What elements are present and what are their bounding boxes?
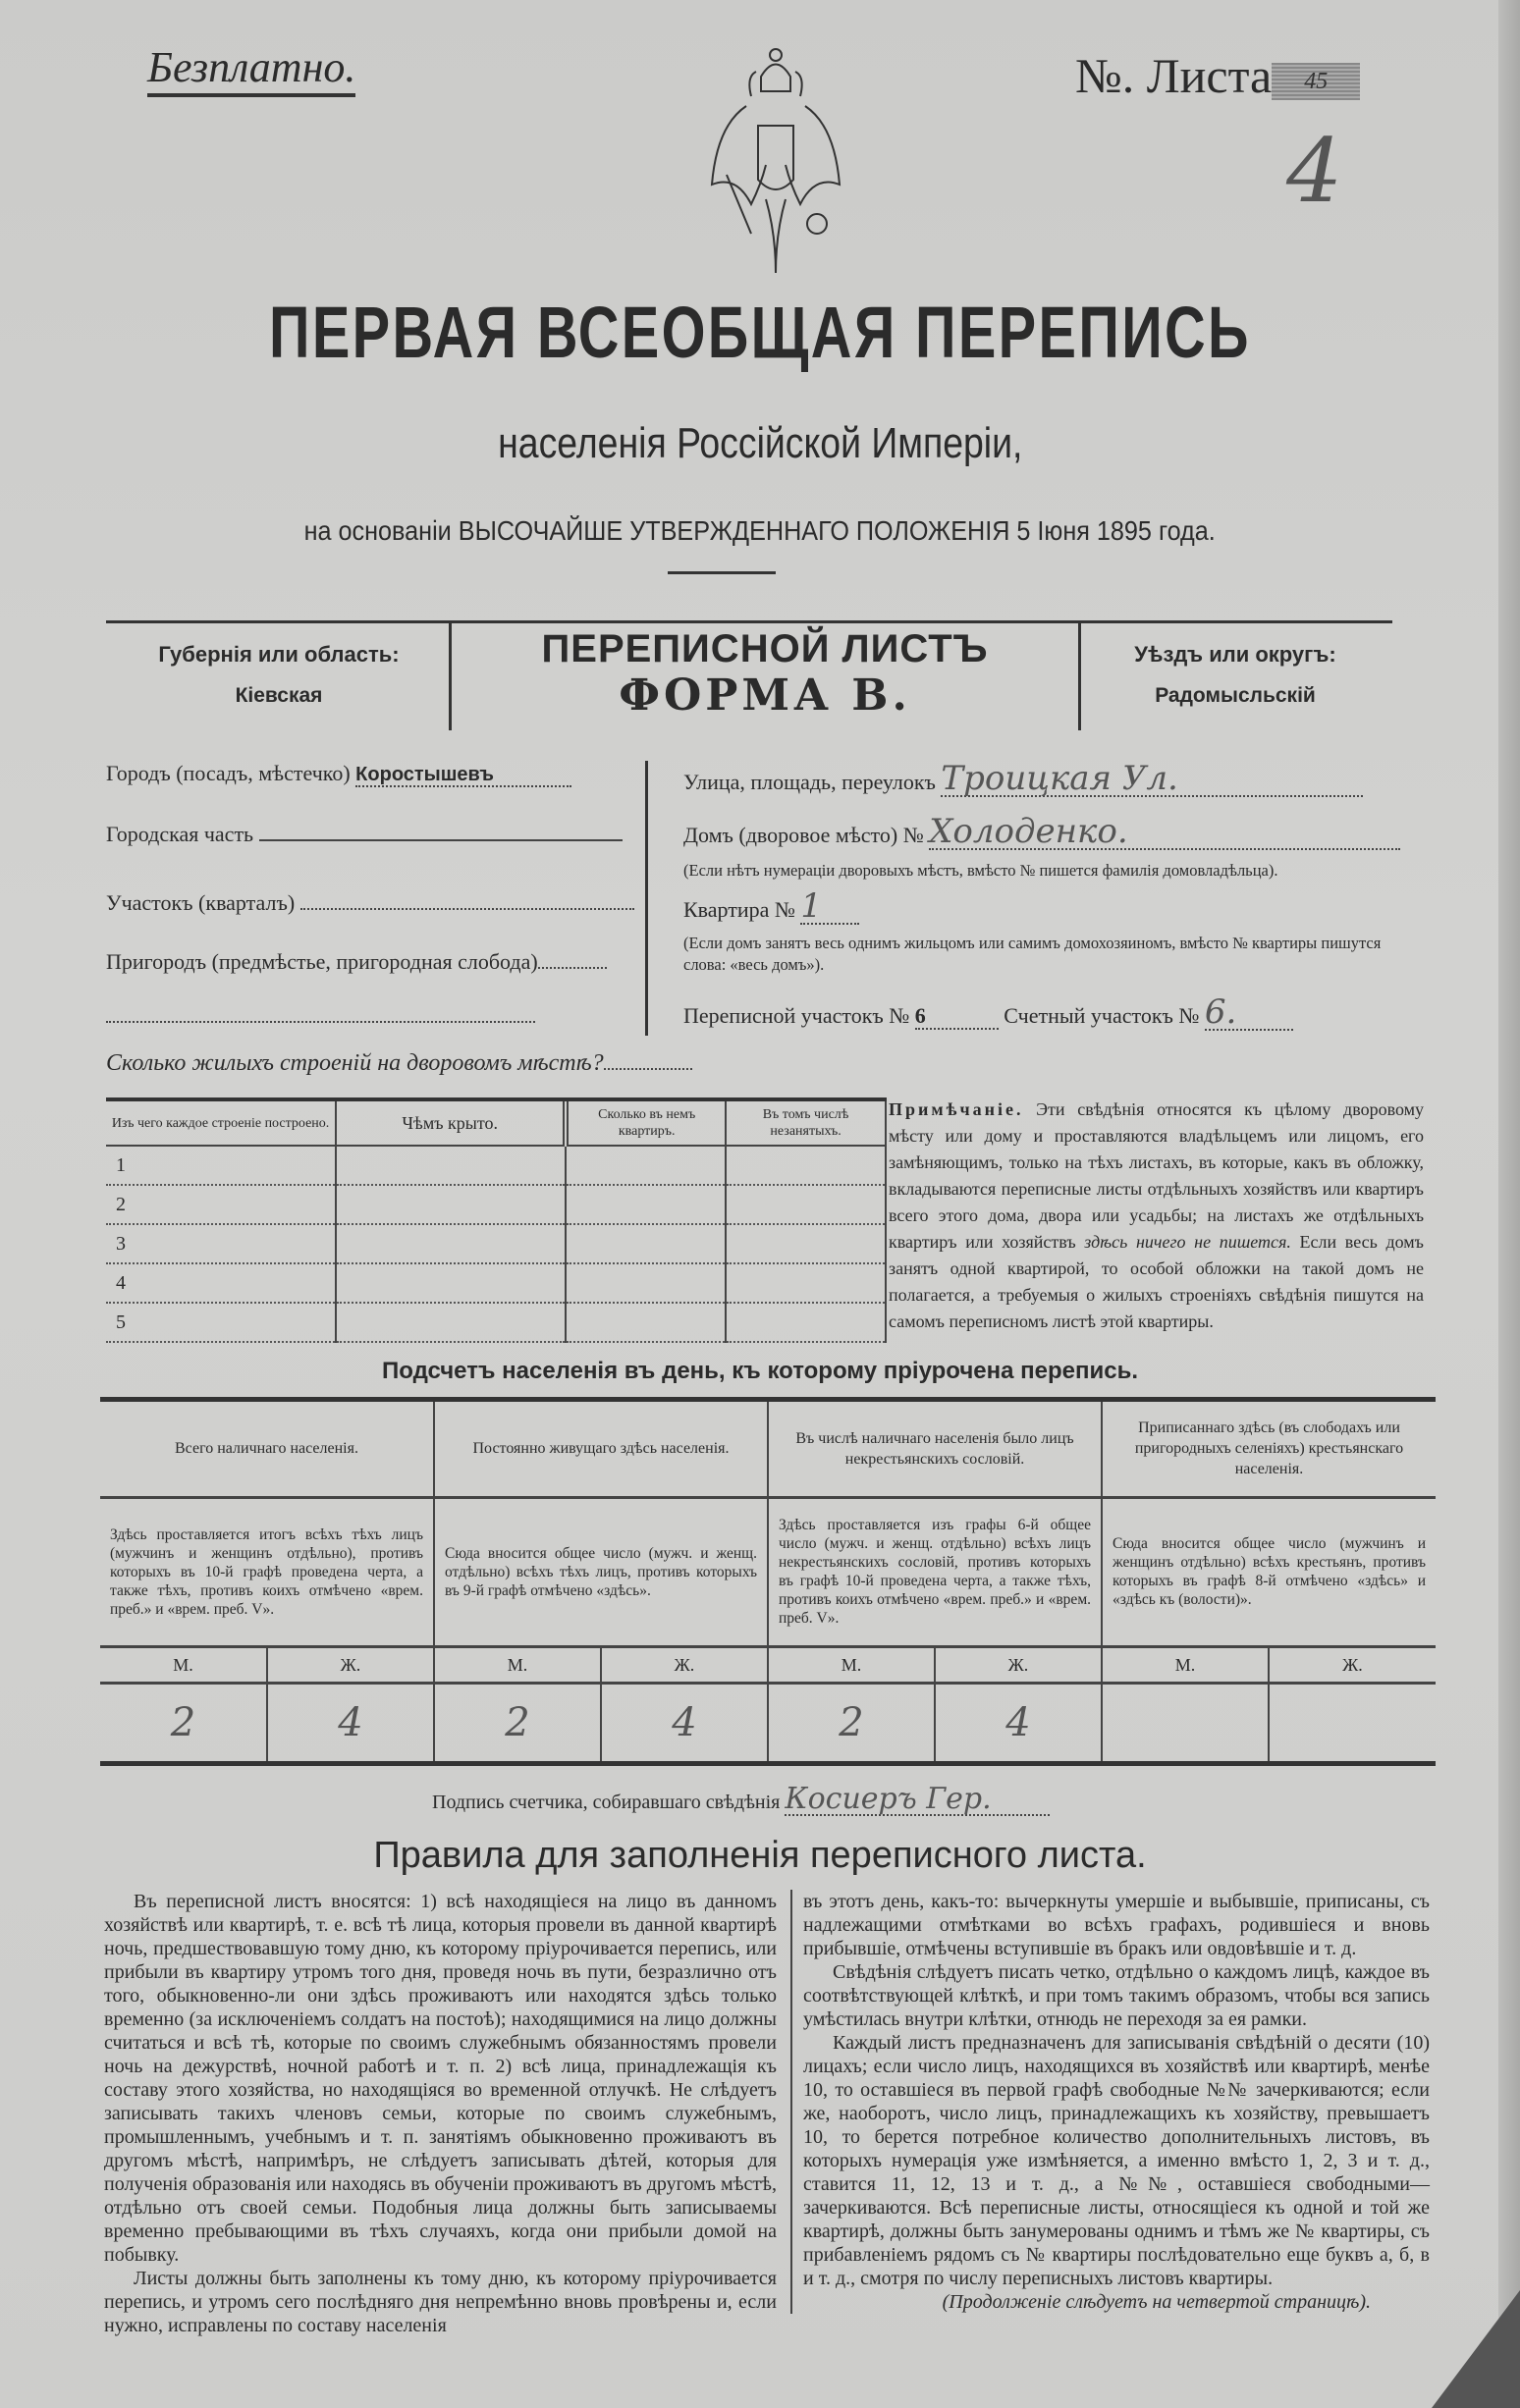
subtitle-text: населенія Россійской Имперіи, [497,419,1023,467]
free-label: Безплатно. [147,44,355,97]
form-name: ФОРМА В. [619,670,911,721]
cell [336,1303,566,1342]
row-number: 4 [106,1263,336,1303]
cell [726,1303,886,1342]
row-number: 1 [106,1146,336,1185]
suburb-line-2 [106,1021,535,1023]
street-label: Улица, площадь, переулокъ [683,770,936,794]
city-district-field [106,823,623,846]
uezd-value: Радомысльскій [1155,684,1316,708]
suburb-field [106,950,607,974]
divider [668,571,776,574]
sheet-number-label: №. Листа [1075,48,1273,103]
apartment-field [683,886,859,926]
cell [566,1146,726,1185]
rules-paragraph: Каждый листъ предназначенъ для записыванія свѣдѣній о десяти (10) лицахъ; если число лицъ, находящихся въ хозяйствѣ или квартирѣ, менѣе 10, то оставшіеся въ первой графѣ свободные №№ зачеркиваются; если же, наоборотъ, число лицъ, принадлежащихъ къ хозяйству, превышаетъ 10, то берется потребное количество дополнительныхъ листовъ, въ которыхъ нумерація уже измѣняется, а именно вмѣсто 1, 2, 3 и т. д., ставится 11, 12, 13 и т. д., а №№, оставшіеся свободными—зачеркиваются. Всѣ переписные листы, относящіеся къ одной и той же квартирѣ, должны быть занумерованы однимъ и тѣмъ же № квартиры, съ прибавленіемъ рядомъ съ № квартиры послѣдовательно еще буквъ а, б, в и т. д., смотря по числу переписныхъ листовъ квартиры. [803,2032,1430,2289]
continued-note: (Продолженіе слѣдуетъ на четвертой страницѣ). [942,2291,1371,2313]
gubernia-value: Кіевская [235,684,323,708]
cell [726,1146,886,1185]
col-header-roof: Чѣмъ крыто. [336,1101,566,1146]
col-title-peasant: Приписаннаго здѣсь (въ слободахъ или пригородныхъ селеніяхъ) крестьянскаго населенія. [1102,1402,1436,1497]
col-desc-peasant: Сюда вносится общее число (мужчинъ и женщинъ отдѣльно) всѣхъ крестьянъ, противъ которыхъ въ графѣ 8-й отмѣчено «здѣсь» и «здѣсь къ (волости)». [1102,1497,1436,1646]
peasant-female-value [1269,1683,1436,1761]
cell [336,1263,566,1303]
subtitle [0,420,1520,467]
city-district-label: Городская часть [106,822,254,846]
note-italic: здѣсь ничего не пишется. [1084,1232,1291,1252]
rules-heading: Правила для заполненія переписного листа. [373,1835,1147,1876]
apartment-note: (Если домъ занятъ весь однимъ жильцомъ или самимъ домохозяиномъ, вмѣсто № квартиры пишутся слова: «весь домъ»). [683,934,1382,974]
peasant-male-value [1102,1683,1269,1761]
uezd-field [1078,620,1392,730]
col-title-permanent: Постоянно живущаго здѣсь населенія. [434,1402,768,1497]
count-area-label: Счетный участокъ № [1004,1003,1200,1028]
quarter-field [106,891,634,915]
uezd-label: Уѣздъ или округъ: [1134,642,1336,667]
city-district-line [259,839,623,841]
cell [566,1303,726,1342]
cell [336,1146,566,1185]
quarter-label: Участокъ (кварталъ) [106,890,296,915]
rules-right-column [803,1890,1430,2314]
sheet-title-box [452,620,1078,730]
street-field [683,759,1363,798]
female-label: Ж. [601,1646,768,1683]
population-count-table [100,1397,1436,1766]
male-label: М. [768,1646,935,1683]
suburb-line [538,967,607,969]
cell [566,1224,726,1263]
count-heading: Подсчетъ населенія въ день, къ которому пріурочена перепись. [382,1358,1138,1384]
cell [726,1185,886,1224]
col-header-material: Изъ чего каждое строеніе построено. [106,1101,336,1146]
sheet-number [1075,49,1360,103]
count-area-value: 6. [1205,995,1293,1031]
suburb-label: Пригородъ (предмѣстье, пригородная слобода) [106,949,538,974]
buildings-question-text: Сколько жилыхъ строеній на дворовомъ мѣстѣ? [106,1050,604,1076]
total-male-value: 2 [100,1683,267,1761]
rules-paragraph: Въ переписной листъ вносятся: 1) всѣ находящіеся на лицо въ данномъ хозяйствѣ или квартирѣ, т. е. всѣ тѣ лица, которыя провели въ данной квартирѣ ночь, предшествовавшую тому дню, къ которому пріурочивается перепись, или прибыли въ квартиру утромъ того дня, проведя ночь въ пути, безразлично отъ того, обыкновенно-ли они здѣсь проживаютъ или находятся здѣсь только временно (за исключеніемъ солдатъ на постоѣ); находящимися на лицо должны считаться и всѣ тѣ, которые по своимъ служебнымъ обязанностямъ провели ночь на дежурствѣ, ночной работѣ и т. п. 2) всѣ лица, принадлежащія къ составу этого хозяйства, но находящіяся во временной отлучкѣ. Не слѣдуетъ записывать такихъ членовъ семьи, которые по своимъ служебнымъ, промышленнымъ, учебнымъ и т. п. занятіямъ обыкновенно проживаютъ въ другомъ мѣстѣ, напримѣръ, не слѣдуетъ записывать дѣтей, которыя для полученія образованія или находясь въ обученіи проживаютъ въ другомъ мѣстѣ, отдѣльно отъ своей семьи. Подобныя лица должны быть записываемы временно пребывающими въ тѣхъ случаяхъ, когда они прибыли домой на побывку. [104,1891,777,2266]
column-separator [790,1890,792,2314]
female-label: Ж. [1269,1646,1436,1683]
permanent-female-value: 4 [601,1683,768,1761]
census-area-label: Переписной участокъ № [683,1003,910,1028]
legal-basis-text: на основаніи ВЫСОЧАЙШЕ УТВЕРЖДЕННАГО ПОЛОЖЕНІЯ 5 Іюня 1895 года. [303,515,1217,546]
rules-paragraph: въ этотъ день, какъ-то: вычеркнуты умершіе и выбывшіе, приписаны, съ надлежащими отмѣтками во всѣхъ графахъ, родившіеся и вновь прибывшіе, отмѣчены вступившіе въ бракъ или овдовѣвшіе и т. д. [803,1891,1430,1959]
rules-left-column [104,1890,777,2337]
permanent-male-value: 2 [434,1683,601,1761]
col-desc-permanent: Сюда вносится общее число (мужч. и женщ. отдѣльно) всѣхъ тѣхъ лицъ, противъ которыхъ въ 9-й графѣ отмѣчено «здѣсь». [434,1497,768,1646]
house-field [683,812,1400,851]
signature-field [432,1782,1050,1816]
city-field [106,762,571,787]
row-number: 3 [106,1224,336,1263]
col-desc-non-peasant: Здѣсь проставляется изъ графы 6-й общее число (мужч. и женщ. отдѣльно) всѣхъ лицъ некрестьянскихъ сословій, противъ которыхъ въ графѣ 10-й проведена черта, а также тѣхъ, противъ коихъ отмѣчено «врем. преб.» и «врем. преб. V». [768,1497,1102,1646]
imperial-eagle-emblem [707,37,844,278]
cell [726,1224,886,1263]
note [889,1097,1424,1335]
column-divider [645,761,648,1036]
cell [566,1185,726,1224]
house-label: Домъ (дворовое мѣсто) № [683,823,924,847]
cell [336,1224,566,1263]
female-label: Ж. [935,1646,1102,1683]
page-title [0,293,1520,372]
gubernia-field [106,620,452,730]
cell [336,1185,566,1224]
note-tail: Если весь домъ занятъ одной квартирой, то особой обложки на такой домъ не полагается, а требуемыя о жилыхъ строеніяхъ свѣдѣнія пишутся на самомъ переписномъ листѣ этой квартиры. [889,1232,1424,1331]
row-number: 2 [106,1185,336,1224]
apartment-label: Квартира № [683,897,795,922]
census-area-field [683,992,1293,1032]
quarter-line [300,908,634,910]
col-header-vacant: Въ томъ числѣ незанятыхъ. [726,1101,886,1146]
col-desc-total: Здѣсь проставляется итогъ всѣхъ тѣхъ лицъ (мужчинъ и женщинъ отдѣльно), противъ которыхъ въ 10-й графѣ проведена черта, а также тѣхъ, противъ коихъ отмѣчено «врем. преб.» и «врем. преб. V». [100,1497,434,1646]
signature-label: Подпись счетчика, собиравшаго свѣдѣнія [432,1792,781,1813]
note-lead: Примѣчаніе. [889,1099,1024,1119]
total-female-value: 4 [267,1683,434,1761]
note-text: Эти свѣдѣнія относятся къ цѣлому дворовому мѣсту или дому и проставляются владѣльцемъ или лицомъ, его замѣняющимъ, только на тѣхъ листахъ, въ которые, какъ въ обложку, вкладываются переписные листы отдѣльныхъ хозяйствъ или квартиръ всего этого дома, двора или усадьбы; на листахъ же отдѣльныхъ квартиръ или хозяйствъ [889,1099,1424,1252]
non-peasant-male-value: 2 [768,1683,935,1761]
buildings-question [106,1050,692,1076]
city-label: Городъ (посадъ, мѣстечко) [106,761,351,785]
apartment-value: 1 [800,889,859,925]
sheet-title: ПЕРЕПИСНОЙ ЛИСТЪ [541,627,989,670]
col-title-non-peasant: Въ числѣ наличнаго населенія было лицъ некрестьянскихъ сословій. [768,1402,1102,1497]
street-value: Троицкая Ул. [941,762,1363,797]
legal-basis [0,516,1520,547]
census-area-value: 6 [915,1004,999,1030]
col-title-total: Всего наличнаго населенія. [100,1402,434,1497]
male-label: М. [100,1646,267,1683]
rules-paragraph: Листы должны быть заполнены къ тому дню, къ которому пріурочивается перепись, и утромъ сего послѣдняго дня непремѣнно вновь провѣрены и, если нужно, исправлены по составу населенія [104,2268,777,2336]
handwritten-page-mark: 4 [1286,120,1343,223]
gubernia-label: Губернія или область: [158,642,400,667]
cell [566,1263,726,1303]
signature-value: Косиеръ Гер. [785,1785,1050,1816]
sheet-number-value: 45 [1272,63,1360,100]
buildings-table [106,1097,887,1343]
house-note: (Если нѣтъ нумераціи дворовыхъ мѣстъ, вмѣсто № пишется фамилія домовладѣльца). [683,861,1278,880]
house-value: Холоденко. [929,815,1400,850]
row-number: 5 [106,1303,336,1342]
female-label: Ж. [267,1646,434,1683]
rules-paragraph: Свѣдѣнія слѣдуетъ писать четко, отдѣльно о каждомъ лицѣ, каждое въ соотвѣтствующей клѣткѣ, и при томъ такимъ образомъ, чтобы вся запись умѣстилась внутри клѣтки, отнюдь не переходя за ея рамки. [803,1961,1430,2030]
col-header-apartments: Сколько въ немъ квартиръ. [566,1101,726,1146]
buildings-answer-line [604,1068,692,1070]
male-label: М. [1102,1646,1269,1683]
non-peasant-female-value: 4 [935,1683,1102,1761]
cell [726,1263,886,1303]
city-value: Коростышевъ [355,764,571,787]
title-text: ПЕРВАЯ ВСЕОБЩАЯ ПЕРЕПИСЬ [269,292,1251,373]
male-label: М. [434,1646,601,1683]
